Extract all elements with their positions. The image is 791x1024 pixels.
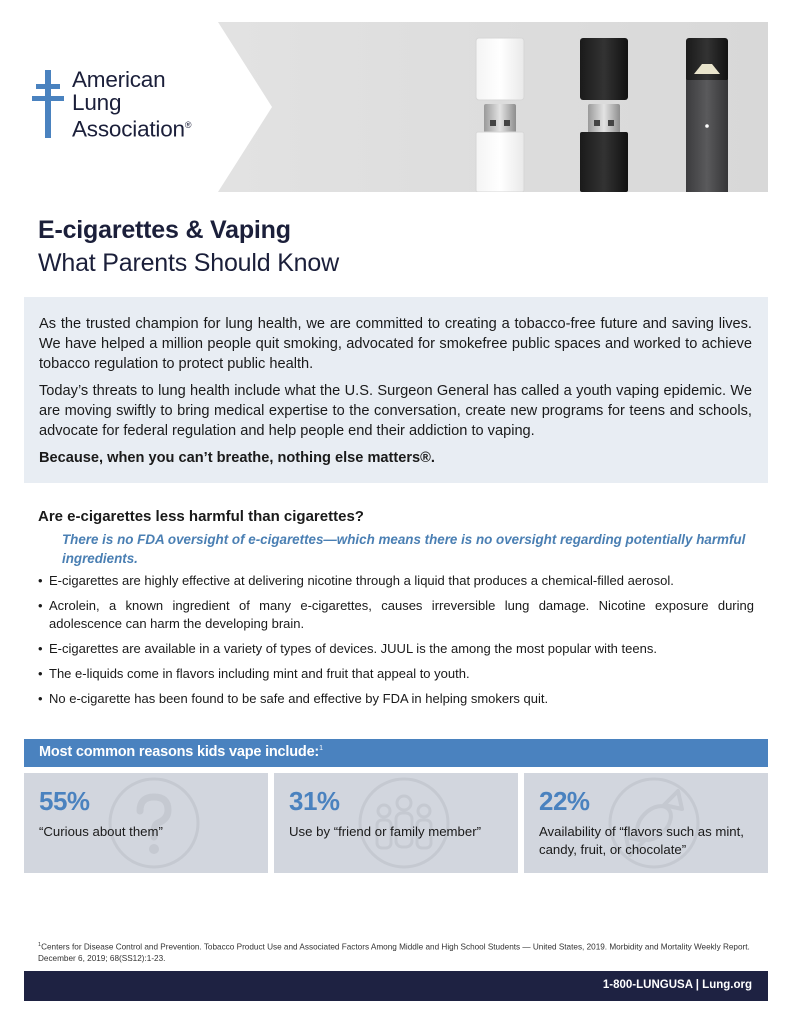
- logo-wordmark: [72, 68, 191, 141]
- page-title: [38, 214, 339, 280]
- american-lung-association-logo[interactable]: [32, 68, 232, 140]
- stat-label: “Curious about them”: [39, 824, 163, 839]
- intro-box: [24, 297, 768, 483]
- title-line-1: E-cigarettes & Vaping: [38, 216, 291, 244]
- header: [0, 0, 791, 192]
- list-item: • E-cigarettes are highly effective at delivering nicotine through a liquid that produces a chemical-filled aerosol.: [38, 572, 754, 590]
- stat-card-friend-family: [274, 773, 518, 873]
- intro-tagline: Because, when you can’t breathe, nothing else matters®.: [39, 450, 435, 466]
- footnote-text: Centers for Disease Control and Prevention. Tobacco Product Use and Associated Factors Among Middle and High School Students — United States, 2019. Morbidity and Mortality Weekly Report. December 6, 2019; 68(SS12):1-23.: [38, 942, 750, 963]
- fact-list: [38, 572, 758, 708]
- footnote-mark: 1: [38, 942, 42, 948]
- intro-paragraph-1: As the trusted champion for lung health, we are committed to creating a tobacco-free future and saving lives. We have helped a million people quit smoking, advocated for smokefree public spaces and worked to achieve tobacco regulation to protect public health.: [39, 316, 752, 372]
- logo-line-3: [72, 114, 191, 141]
- list-item: • The e-liquids come in flavors including mint and fruit that appeal to youth.: [38, 665, 754, 683]
- question-subtitle: There is no FDA oversight of e-cigarettes—which means there is no oversight regarding potentially harmful ingredients.: [62, 532, 746, 566]
- reasons-footnote-mark: 1: [319, 745, 323, 753]
- stat-card-curious: [24, 773, 268, 873]
- list-item: • No e-cigarette has been found to be safe and effective by FDA in helping smokers quit.: [38, 690, 754, 708]
- title-line-2: What Parents Should Know: [38, 249, 339, 277]
- logo-line-1: American: [72, 67, 166, 92]
- footer-contact-link[interactable]: 1-800-LUNGUSA | Lung.org: [602, 979, 752, 991]
- intro-paragraph-2: Today’s threats to lung health include what the U.S. Surgeon General has called a youth vaping epidemic. We are moving swiftly to bring medical expertise to the conversation, create new programs for teens and schools, advocate for federal regulation and help people end their addiction to vaping.: [39, 383, 752, 439]
- cross-of-lorraine-icon: [32, 68, 66, 140]
- list-item: • E-cigarettes are available in a variety of types of devices. JUUL is the among the most popular with teens.: [38, 640, 754, 658]
- reasons-header-bar: [24, 739, 768, 767]
- question-title: Are e-cigarettes less harmful than cigarettes?: [38, 508, 364, 525]
- footnote: [38, 940, 758, 964]
- stat-label: Availability of “flavors such as mint, candy, fruit, or chocolate”: [539, 824, 744, 857]
- stat-card-flavors: [524, 773, 768, 873]
- stat-value: 22%: [539, 786, 590, 816]
- logo-line-3-text: Association: [72, 116, 185, 142]
- logo-line-2: Lung: [72, 90, 122, 115]
- list-item: • Acrolein, a known ingredient of many e-cigarettes, causes irreversible lung damage. Nicotine exposure during adolescence can harm the developing brain.: [38, 597, 754, 633]
- stat-label: Use by “friend or family member”: [289, 824, 481, 839]
- footer-bar: [24, 971, 768, 1001]
- logo-registered-mark: ®: [184, 120, 192, 130]
- stat-value: 31%: [289, 786, 340, 816]
- reasons-title-text: Most common reasons kids vape include:: [39, 744, 320, 760]
- reasons-title: [39, 744, 323, 760]
- harm-question-section: [38, 507, 758, 715]
- stat-value: 55%: [39, 786, 90, 816]
